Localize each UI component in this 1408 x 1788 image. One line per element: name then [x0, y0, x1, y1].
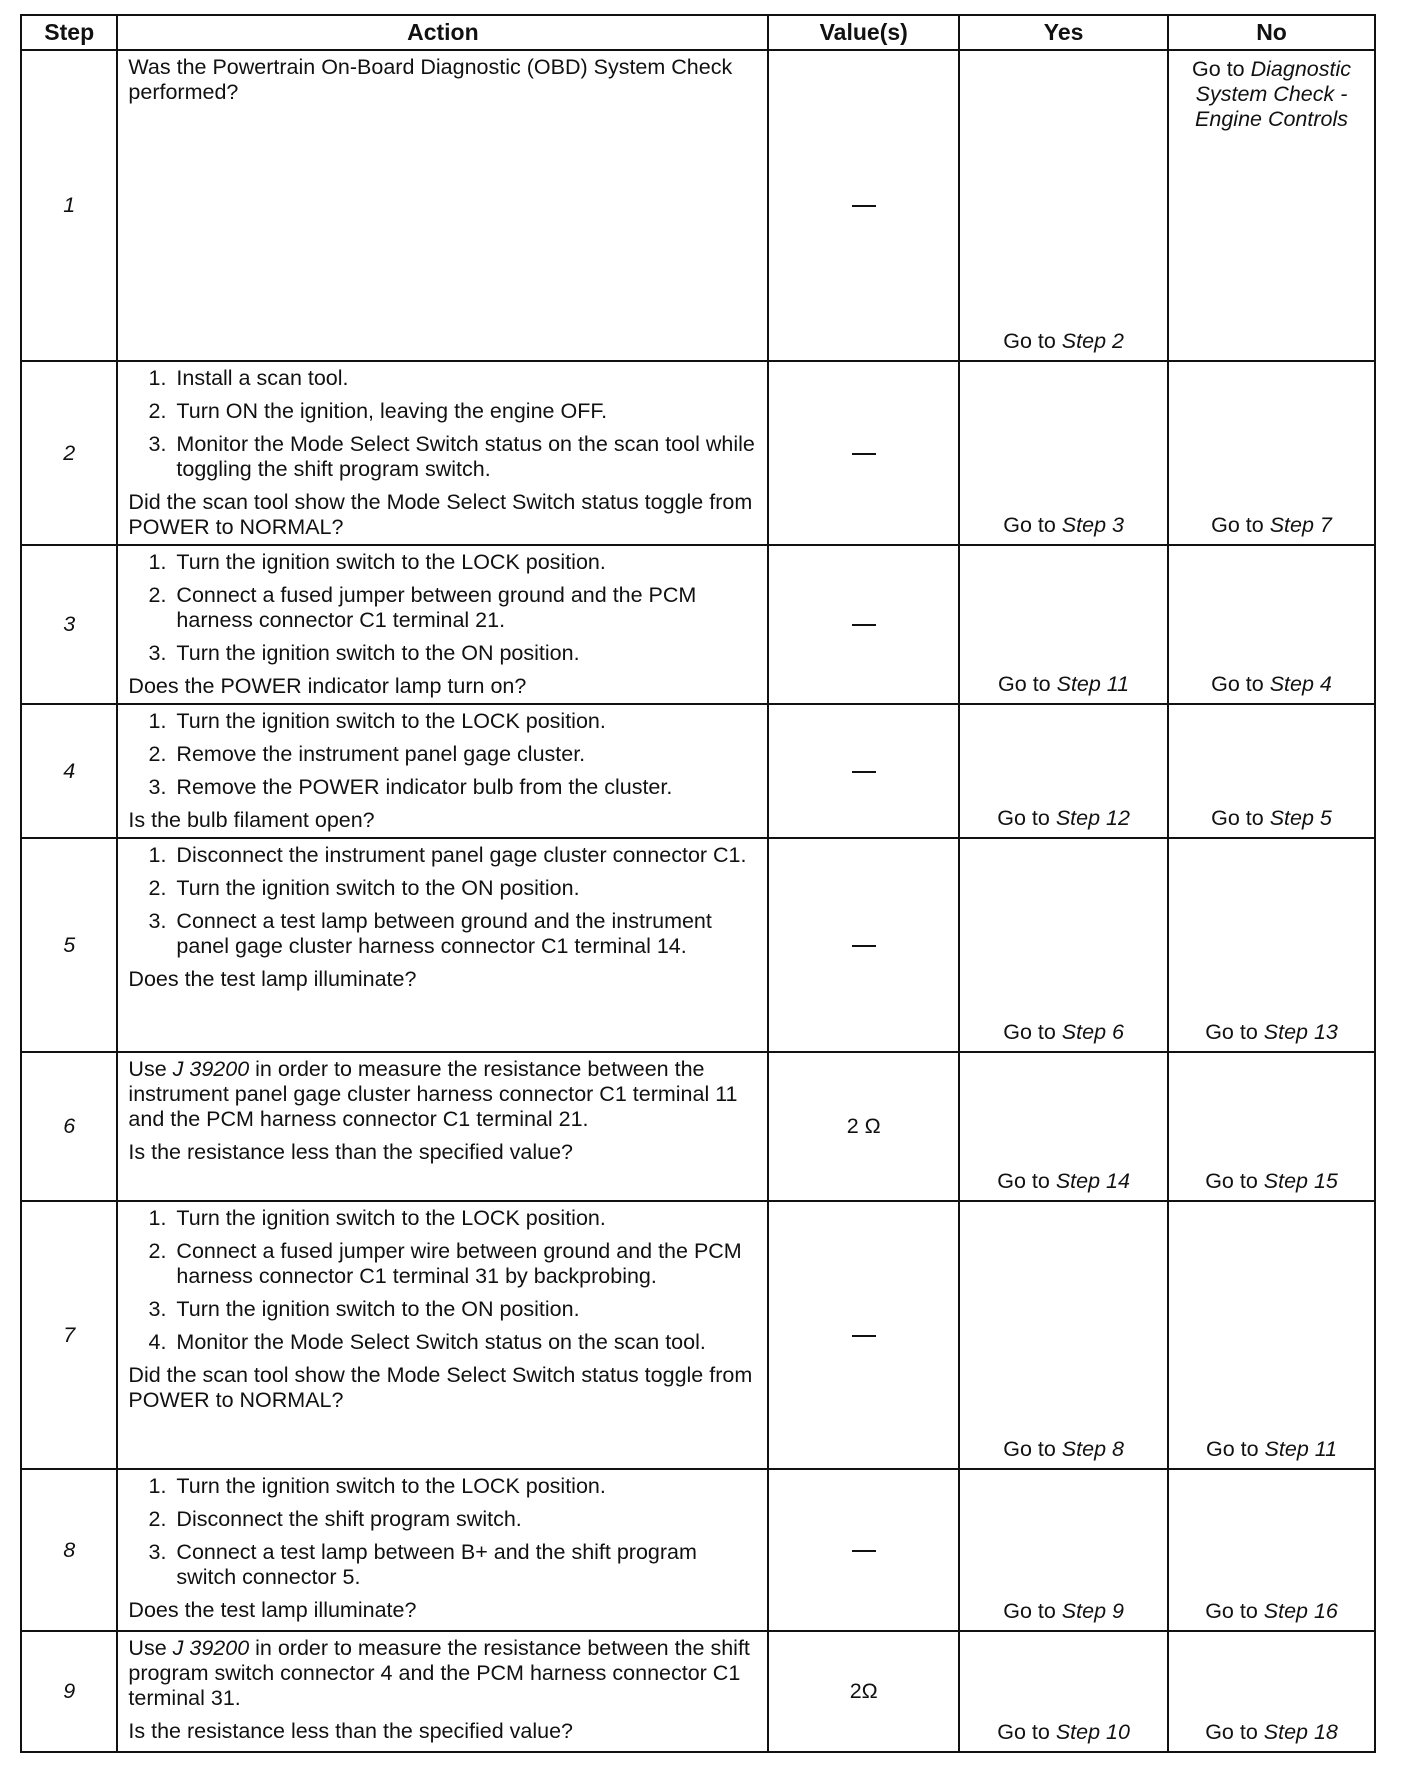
- step-number: 3: [21, 545, 117, 704]
- no-link[interactable]: Step 7: [1269, 513, 1332, 537]
- value-cell: [768, 50, 959, 361]
- no-cell: Go to Step 18: [1168, 1631, 1375, 1752]
- action-intro: Was the Powertrain On-Board Diagnostic (OBD) System Check performed?: [128, 55, 733, 104]
- action-question: Does the POWER indicator lamp turn on?: [128, 674, 527, 698]
- step-number: 8: [21, 1469, 117, 1631]
- table-row: [21, 1469, 1375, 1631]
- yes-cell: Go to Step 11: [959, 545, 1168, 704]
- no-cell: Go to Step 5: [1168, 704, 1375, 838]
- step-number: 2: [21, 361, 117, 545]
- action-intro: Use J 39200 in order to measure the resistance between the shift program switch connector 4 and the PCM harness connector C1 terminal 31.: [128, 1636, 750, 1710]
- table-row: [21, 361, 1375, 545]
- no-cell: Go to Step 7: [1168, 361, 1375, 545]
- tool-name: J 39200: [172, 1636, 250, 1660]
- no-link[interactable]: Step 5: [1269, 806, 1332, 830]
- action-steps: 1. Turn the ignition switch to the LOCK position. 2. Remove the instrument panel gage cluster. 3. Remove the POWER indicator bulb from the cluster.: [128, 709, 757, 800]
- action-question: Does the test lamp illuminate?: [128, 1598, 417, 1622]
- action-cell: [117, 1201, 768, 1469]
- action-cell: [117, 1469, 768, 1631]
- no-link[interactable]: Step 11: [1264, 1437, 1338, 1461]
- action-question: Is the resistance less than the specified value?: [128, 1140, 574, 1164]
- value-cell: 2 Ω: [768, 1052, 959, 1201]
- no-cell: Go to Diagnostic System Check - Engine Controls: [1168, 50, 1375, 361]
- yes-link[interactable]: Step 8: [1061, 1437, 1124, 1461]
- yes-cell: Go to Step 14: [959, 1052, 1168, 1201]
- table-row: [21, 50, 1375, 361]
- dash-mark: [852, 205, 876, 207]
- yes-link[interactable]: Step 9: [1061, 1599, 1124, 1623]
- yes-cell: Go to Step 3: [959, 361, 1168, 545]
- no-link[interactable]: Step 15: [1263, 1169, 1338, 1193]
- no-link[interactable]: Step 18: [1263, 1720, 1338, 1744]
- action-steps: 1. Turn the ignition switch to the LOCK position. 2. Connect a fused jumper wire between ground and the PCM harness connector C1 terminal 31 by backprobing. 3. Turn the ignition switch to the ON position. 4. Monitor the Mode Select Switch status on the scan tool.: [128, 1206, 757, 1355]
- yes-link[interactable]: Step 12: [1055, 806, 1130, 830]
- no-cell: Go to Step 4: [1168, 545, 1375, 704]
- diagnostic-table: [20, 14, 1376, 1753]
- action-question: Is the bulb filament open?: [128, 808, 375, 832]
- action-cell: [117, 704, 768, 838]
- no-link[interactable]: Diagnostic System Check - Engine Controls: [1195, 57, 1351, 131]
- value-cell: [768, 545, 959, 704]
- tool-name: J 39200: [172, 1057, 250, 1081]
- value-cell: [768, 1469, 959, 1631]
- action-cell: [117, 1631, 768, 1752]
- dash-mark: [852, 771, 876, 773]
- header-no: No: [1168, 15, 1375, 50]
- step-number: 9: [21, 1631, 117, 1752]
- header-yes: Yes: [959, 15, 1168, 50]
- yes-link[interactable]: Step 11: [1056, 672, 1130, 696]
- table-row: [21, 545, 1375, 704]
- value-cell: 2Ω: [768, 1631, 959, 1752]
- yes-cell: Go to Step 9: [959, 1469, 1168, 1631]
- yes-cell: Go to Step 8: [959, 1201, 1168, 1469]
- yes-link[interactable]: Step 10: [1055, 1720, 1130, 1744]
- action-question: Did the scan tool show the Mode Select Switch status toggle from POWER to NORMAL?: [128, 1363, 753, 1412]
- table-row: [21, 1052, 1375, 1201]
- value-cell: [768, 361, 959, 545]
- table-row: [21, 1201, 1375, 1469]
- yes-link[interactable]: Step 14: [1055, 1169, 1130, 1193]
- action-question: Does the test lamp illuminate?: [128, 967, 417, 991]
- value-cell: [768, 704, 959, 838]
- value-cell: [768, 838, 959, 1052]
- action-steps: 1. Disconnect the instrument panel gage cluster connector C1. 2. Turn the ignition switch to the ON position. 3. Connect a test lamp between ground and the instrument panel gage cluster harness connector C1 terminal 14.: [128, 843, 757, 959]
- header-step: Step: [21, 15, 117, 50]
- table-row: [21, 838, 1375, 1052]
- table-row: [21, 1631, 1375, 1752]
- dash-mark: [852, 453, 876, 455]
- step-number: 4: [21, 704, 117, 838]
- table-row: [21, 704, 1375, 838]
- yes-link[interactable]: Step 6: [1061, 1020, 1124, 1044]
- action-question: Did the scan tool show the Mode Select Switch status toggle from POWER to NORMAL?: [128, 490, 753, 539]
- action-steps: 1. Turn the ignition switch to the LOCK position. 2. Connect a fused jumper between ground and the PCM harness connector C1 terminal 21. 3. Turn the ignition switch to the ON position.: [128, 550, 757, 666]
- header-row: [21, 15, 1375, 50]
- no-cell: Go to Step 11: [1168, 1201, 1375, 1469]
- yes-link[interactable]: Step 3: [1061, 513, 1124, 537]
- no-cell: Go to Step 15: [1168, 1052, 1375, 1201]
- action-question: Is the resistance less than the specified value?: [128, 1719, 574, 1743]
- step-number: 1: [21, 50, 117, 361]
- action-cell: [117, 1052, 768, 1201]
- action-cell: [117, 838, 768, 1052]
- action-steps: 1. Install a scan tool. 2. Turn ON the ignition, leaving the engine OFF. 3. Monitor the Mode Select Switch status on the scan tool while toggling the shift program switch.: [128, 366, 757, 482]
- action-cell: [117, 361, 768, 545]
- yes-cell: Go to Step 2: [959, 50, 1168, 361]
- yes-cell: Go to Step 6: [959, 838, 1168, 1052]
- step-number: 5: [21, 838, 117, 1052]
- value-cell: [768, 1201, 959, 1469]
- dash-mark: [852, 945, 876, 947]
- no-link[interactable]: Step 16: [1263, 1599, 1338, 1623]
- dash-mark: [852, 624, 876, 626]
- dash-mark: [852, 1335, 876, 1337]
- action-cell: [117, 50, 768, 361]
- yes-cell: Go to Step 12: [959, 704, 1168, 838]
- dash-mark: [852, 1550, 876, 1552]
- no-cell: Go to Step 13: [1168, 838, 1375, 1052]
- step-number: 6: [21, 1052, 117, 1201]
- step-number: 7: [21, 1201, 117, 1469]
- header-action: Action: [117, 15, 768, 50]
- yes-cell: Go to Step 10: [959, 1631, 1168, 1752]
- yes-link[interactable]: Step 2: [1061, 329, 1124, 353]
- no-link[interactable]: Step 13: [1263, 1020, 1338, 1044]
- header-values: Value(s): [768, 15, 959, 50]
- no-link[interactable]: Step 4: [1269, 672, 1332, 696]
- action-steps: 1. Turn the ignition switch to the LOCK position. 2. Disconnect the shift program switch. 3. Connect a test lamp between B+ and the shift program switch connector 5.: [128, 1474, 757, 1590]
- no-cell: Go to Step 16: [1168, 1469, 1375, 1631]
- action-intro: Use J 39200 in order to measure the resistance between the instrument panel gage cluster harness connector C1 terminal 11 and the PCM harness connector C1 terminal 21.: [128, 1057, 738, 1131]
- action-cell: [117, 545, 768, 704]
